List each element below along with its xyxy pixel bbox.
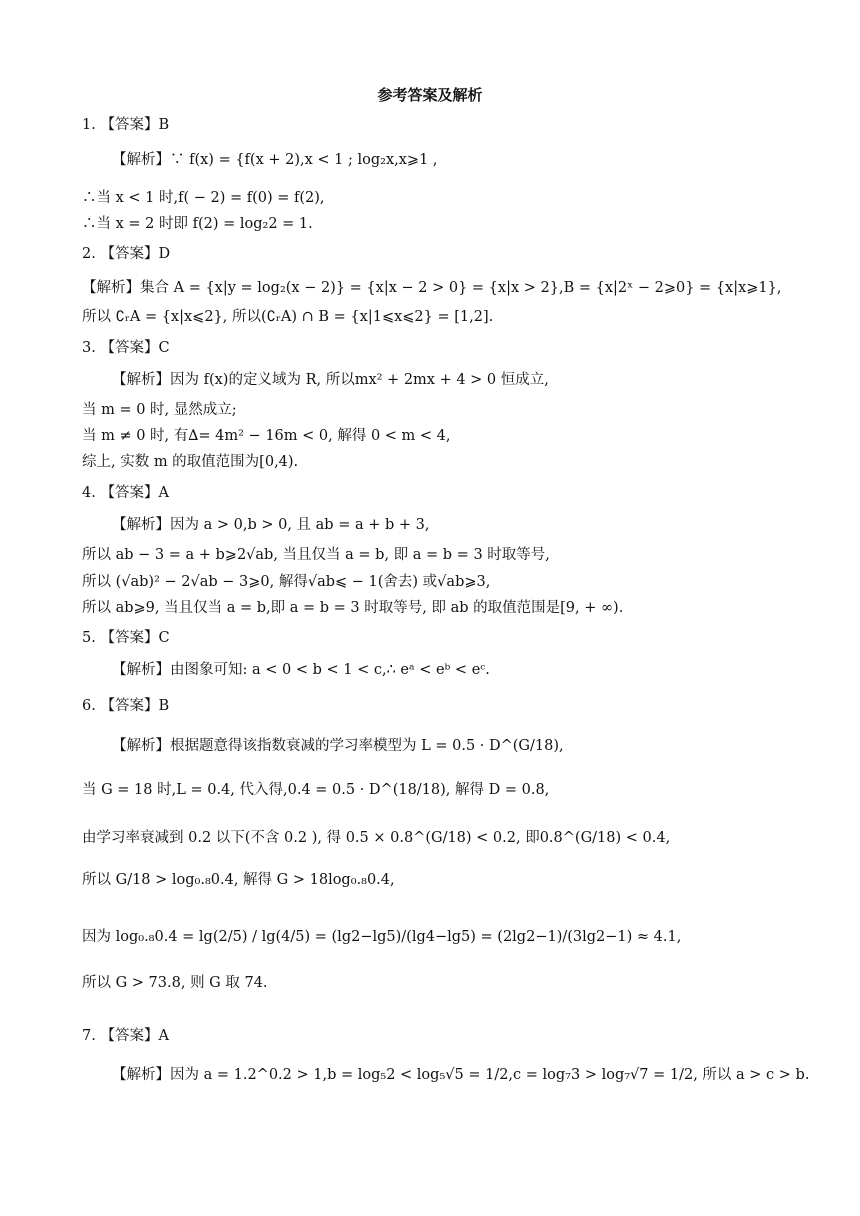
explanation-7-line-1: 【解析】因为 a = 1.2^0.2 > 1,b = log₅2 < log₅√5 = 1/2,c = log₇3 > log₇√7 = 1/2, 所以 a > c > b. (112, 1067, 810, 1083)
explanation-3-line-4: 综上, 实数 m 的取值范围为[0,4). (82, 454, 299, 470)
answer-1: 1. 【答案】B (82, 117, 170, 133)
answer-5: 5. 【答案】C (82, 630, 170, 646)
explanation-5-line-1: 【解析】由图象可知: a < 0 < b < 1 < c,∴ eᵃ < eᵇ < eᶜ. (112, 662, 490, 678)
explanation-4-line-3: 所以 (√ab)² − 2√ab − 3⩾0, 解得√ab⩽ − 1(舍去) 或√ab⩾3, (82, 574, 491, 590)
explanation-6-line-2: 当 G = 18 时,L = 0.4, 代入得,0.4 = 0.5 · D^(18/18), 解得 D = 0.8, (82, 782, 550, 798)
explanation-2-line-1: 【解析】集合 A = {x|y = log₂(x − 2)} = {x|x − 2 > 0} = {x|x > 2},B = {x|2ˣ − 2⩾0} = {x|x⩾1}, (82, 280, 782, 296)
explanation-3-line-1: 【解析】因为 f(x)的定义域为 R, 所以mx² + 2mx + 4 > 0 恒成立, (112, 372, 549, 388)
explanation-1-line-1: 【解析】∵ f(x) = {f(x + 2),x < 1 ; log₂x,x⩾1 , (112, 152, 438, 168)
explanation-4-line-2: 所以 ab − 3 = a + b⩾2√ab, 当且仅当 a = b, 即 a = b = 3 时取等号, (82, 547, 550, 563)
explanation-4-line-4: 所以 ab⩾9, 当且仅当 a = b,即 a = b = 3 时取等号, 即 ab 的取值范围是[9, + ∞). (82, 600, 624, 616)
explanation-3-line-3: 当 m ≠ 0 时, 有∆= 4m² − 16m < 0, 解得 0 < m < 4, (82, 428, 451, 444)
explanation-2-line-2: 所以 ∁ᵣA = {x|x⩽2}, 所以(∁ᵣA) ∩ B = {x|1⩽x⩽2} = [1,2]. (82, 309, 494, 325)
answer-3: 3. 【答案】C (82, 340, 170, 356)
answer-6: 6. 【答案】B (82, 698, 170, 714)
explanation-1-line-3: ∴当 x = 2 时即 f(2) = log₂2 = 1. (82, 216, 313, 232)
explanation-6-line-4: 所以 G/18 > log₀.₈0.4, 解得 G > 18log₀.₈0.4, (82, 872, 395, 888)
answer-2: 2. 【答案】D (82, 246, 171, 262)
explanation-3-line-2: 当 m = 0 时, 显然成立; (82, 402, 237, 418)
explanation-4-line-1: 【解析】因为 a > 0,b > 0, 且 ab = a + b + 3, (112, 517, 430, 533)
explanation-6-line-5: 因为 log₀.₈0.4 = lg(2/5) / lg(4/5) = (lg2−lg5)/(lg4−lg5) = (2lg2−1)/(3lg2−1) ≈ 4.1, (82, 929, 682, 945)
explanation-6-line-3: 由学习率衰减到 0.2 以下(不含 0.2 ), 得 0.5 × 0.8^(G/18) < 0.2, 即0.8^(G/18) < 0.4, (82, 830, 671, 846)
explanation-1-line-2: ∴当 x < 1 时,f( − 2) = f(0) = f(2), (82, 190, 325, 206)
answer-7: 7. 【答案】A (82, 1028, 169, 1044)
explanation-6-line-6: 所以 G > 73.8, 则 G 取 74. (82, 975, 268, 991)
page-title: 参考答案及解析 (377, 86, 483, 104)
answer-4: 4. 【答案】A (82, 485, 169, 501)
explanation-6-line-1: 【解析】根据题意得该指数衰减的学习率模型为 L = 0.5 · D^(G/18), (112, 738, 564, 754)
